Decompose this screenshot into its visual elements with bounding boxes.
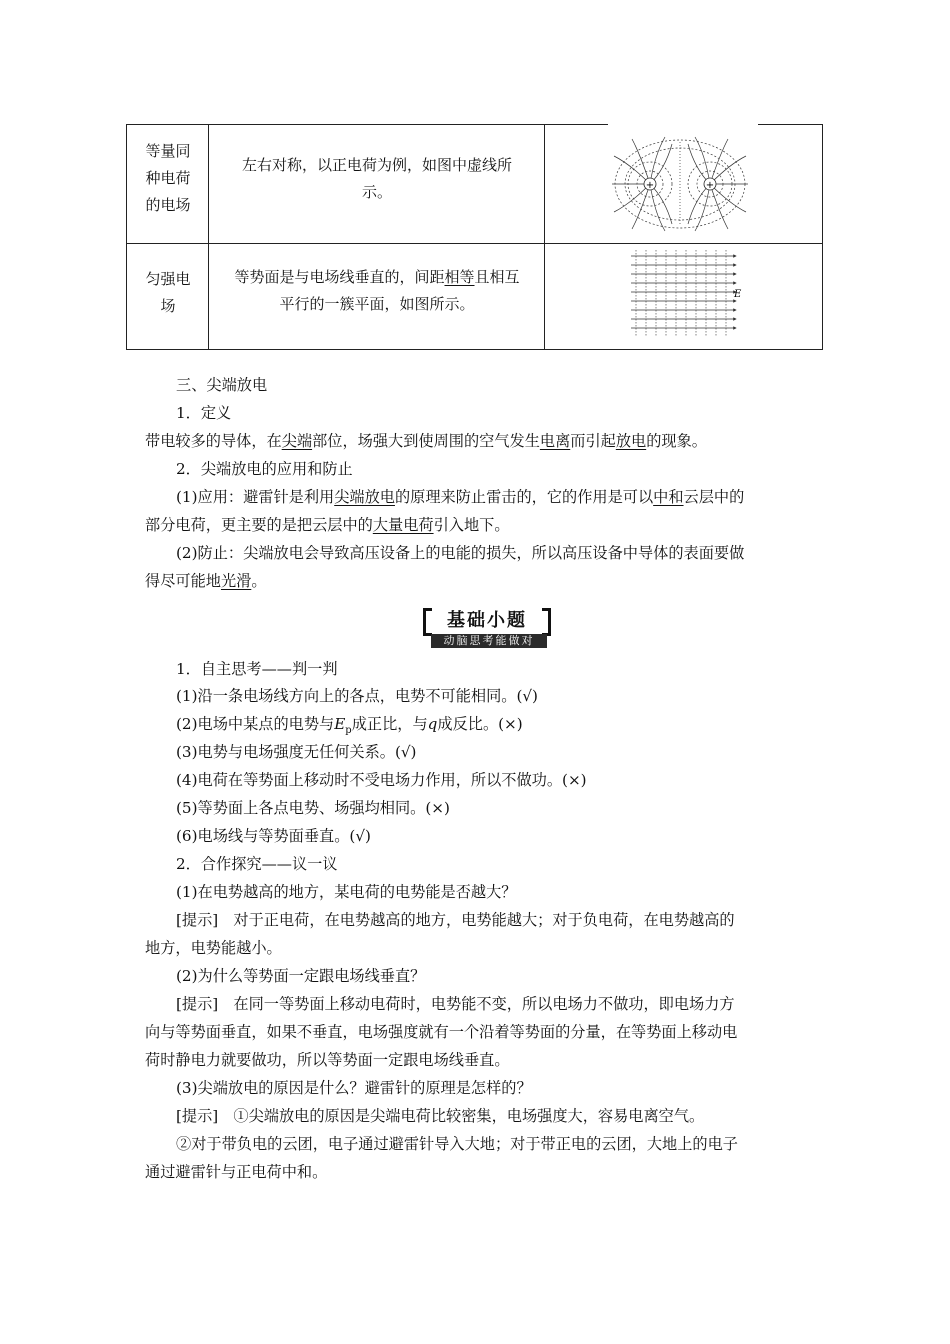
table-border-top-left [126,124,608,125]
section3-heading: 三、尖端放电 [176,376,268,394]
left-charge-sign: + [645,180,655,191]
field-label-e: E [734,289,742,300]
like-charges-field-figure [610,134,750,234]
definition-text: 带电较多的导体，在尖端部位，场强大到使周围的空气发生电离而引起放电的现象。 [145,432,707,450]
banner-bracket-left [423,608,432,636]
banner-bracket-right [542,608,551,636]
application-text-line1: (1)应用：避雷针是利用尖端放电的原理来防止雷击的，它的作用是可以中和云层中的 [176,488,745,506]
row2-description: 等势面是与电场线垂直的，间距相等且相互 平行的一簇平面，如图所示。 [234,268,520,313]
row1-label: 等量同 种电荷 的电场 [145,142,191,214]
discuss-question-2: (2)为什么等势面一定跟电场线垂直？ [176,967,426,985]
discuss-hint-2-line1: [提示] 在同一等势面上移动电荷时，电势能不变，所以电场力不做功，即电场力方 [176,995,735,1013]
row2-label: 匀强电 场 [145,270,191,315]
judge-item-6: (6)电场线与等势面垂直。(√) [176,827,371,845]
discuss-hint-3-line3: 通过避雷针与正电荷中和。 [145,1163,328,1181]
table-col-divider-2 [544,124,545,350]
discuss-hint-3-line1: [提示] ①尖端放电的原因是尖端电荷比较密集，电场强度大，容易电离空气。 [176,1107,705,1125]
discuss-hint-1-line1: [提示] 对于正电荷，在电势越高的地方，电势能越大；对于负电荷，在电势越高的 [176,911,735,929]
banner-title: 基础小题 [421,606,553,632]
prevention-text-line2: 得尽可能地光滑。 [145,572,267,590]
table-col-divider-1 [208,124,209,350]
discuss-hint-2-line2: 向与等势面垂直，如果不垂直，电场强度就有一个沿着等势面的分量，在等势面上移动电 [145,1023,738,1041]
table-border-left [126,124,127,350]
judge-item-3: (3)电势与电场强度无任何关系。(√) [176,743,417,761]
judge-item-5: (5)等势面上各点电势、场强均相同。(×) [176,799,450,817]
uniform-field-figure [626,246,746,344]
right-charge-sign: + [705,180,715,191]
discuss-question-1: (1)在电势越高的地方，某电荷的电势能是否越大？ [176,883,517,901]
discuss-question-3: (3)尖端放电的原因是什么？避雷针的原理是怎样的？ [176,1079,532,1097]
discuss-hint-2-line3: 荷时静电力就要做功，所以等势面一定跟电场线垂直。 [145,1051,510,1069]
judge-item-4: (4)电荷在等势面上移动时不受电场力作用，所以不做功。(×) [176,771,587,789]
table-border-top-right [758,124,823,125]
table-border-bottom [126,349,823,350]
discuss-hint-3-line2: ②对于带负电的云团，电子通过避雷针导入大地；对于带正电的云团，大地上的电子 [176,1135,738,1153]
judge-item-2: (2)电场中某点的电势与$E_p$成正比，与q成反比。(×) [176,715,523,737]
application-heading: 2．尖端放电的应用和防止 [176,460,353,478]
definition-heading: 1．定义 [176,404,232,422]
discuss-hint-1-line2: 地方，电势能越小。 [145,939,282,957]
table-border-right [822,124,823,350]
basic-questions-banner [421,606,553,650]
equipotential-table [126,124,823,350]
judge-item-1: (1)沿一条电场线方向上的各点，电势不可能相同。(√) [176,687,538,705]
table-row-divider [126,243,823,244]
cooperate-heading: 2．合作探究——议一议 [176,855,338,873]
row1-description: 左右对称，以正电荷为例，如图中虚线所 示。 [241,156,512,201]
application-text-line2: 部分电荷，更主要的是把云层中的大量电荷引入地下。 [145,516,510,534]
banner-subtitle: 动脑思考能做对 [431,634,547,648]
prevention-text-line1: (2)防止：尖端放电会导致高压设备上的电能的损失，所以高压设备中导体的表面要做 [176,544,745,562]
self-think-heading: 1．自主思考——判一判 [176,660,338,678]
